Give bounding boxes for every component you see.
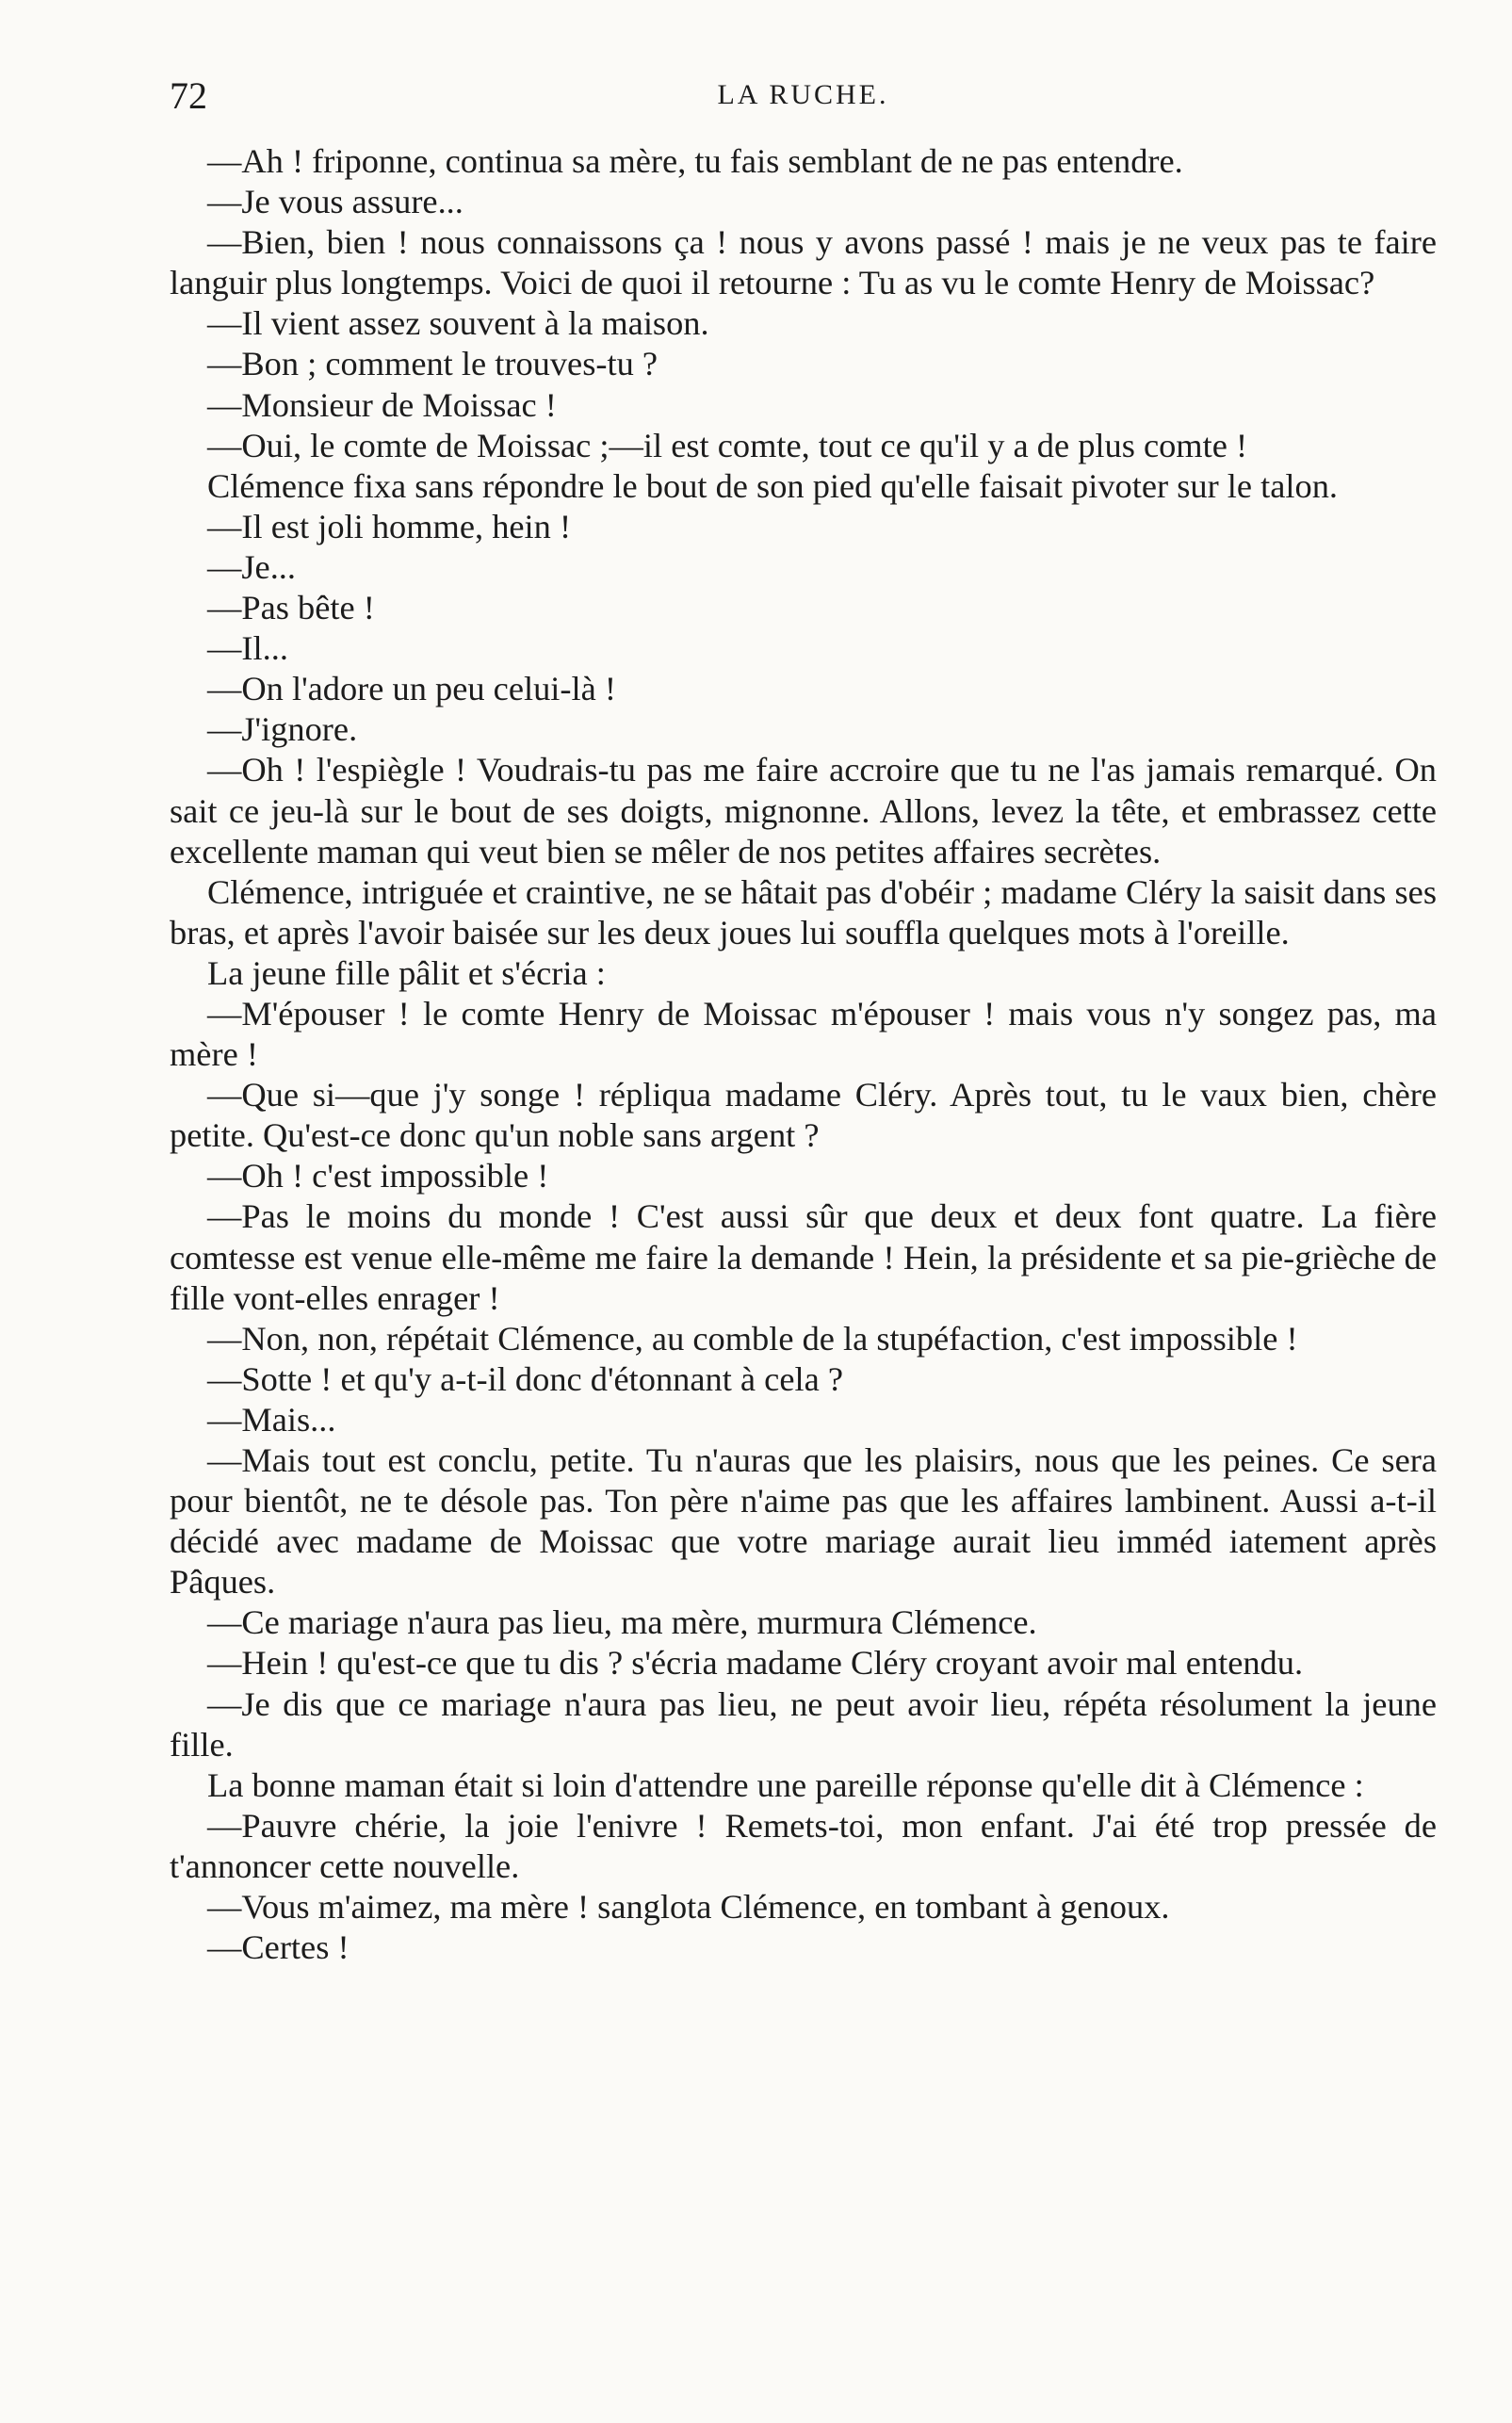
paragraph: —Pauvre chérie, la joie l'enivre ! Remets-toi, mon enfant. J'ai été trop pressée de t'annoncer cette nouvelle. (170, 1806, 1437, 1885)
body-text (170, 141, 1437, 1968)
paragraph: La jeune fille pâlit et s'écria : (207, 953, 606, 992)
running-title: LA RUCHE. (717, 79, 889, 110)
page-number: 72 (170, 74, 207, 117)
paragraph: Clémence, intriguée et craintive, ne se hâtait pas d'obéir ; madame Cléry la saisit dans ses bras, et après l'avoir baisée sur les deux joues lui souffla quelques mots à l'oreille. (170, 872, 1437, 951)
paragraph: La bonne maman était si loin d'attendre une pareille réponse qu'elle dit à Clémence : (207, 1765, 1364, 1804)
paragraph: —Mais... (207, 1400, 336, 1439)
paragraph: —Que si—que j'y songe ! répliqua madame Cléry. Après tout, tu le vaux bien, chère petite. Qu'est-ce donc qu'un noble sans argent ? (170, 1076, 1437, 1155)
paragraph: —Ah ! friponne, continua sa mère, tu fais semblant de ne pas entendre. (207, 142, 1183, 180)
paragraph: —Il... (207, 629, 288, 668)
paragraph: —Je... (207, 547, 296, 586)
paragraph: —Mais tout est conclu, petite. Tu n'auras que les plaisirs, nous que les peines. Ce sera pour bientôt, ne te désole pas. Ton père n'aime pas que les affaires lambinent. Aussi a-t-il décidé avec madame de Moissac que votre mariage aurait lieu imméd iatement après Pâques. (170, 1441, 1437, 1602)
paragraph: —Je vous assure... (207, 183, 463, 221)
paragraph: —Pas bête ! (207, 589, 375, 627)
paragraph: —Sotte ! et qu'y a-t-il donc d'étonnant à cela ? (207, 1359, 843, 1398)
paragraph: —Monsieur de Moissac ! (207, 385, 557, 424)
paragraph: —Vous m'aimez, ma mère ! sanglota Clémence, en tombant à genoux. (207, 1888, 1170, 1927)
paragraph: —Oh ! c'est impossible ! (207, 1157, 549, 1195)
paragraph: —J'ignore. (207, 710, 358, 749)
paragraph: —Ce mariage n'aura pas lieu, ma mère, murmura Clémence. (207, 1603, 1037, 1642)
paragraph: —Pas le moins du monde ! C'est aussi sûr que deux et deux font quatre. La fière comtesse est venue elle-même me faire la demande ! Hein, la présidente et sa pie-grièche de fille vont-elles enrager ! (170, 1197, 1437, 1317)
page-header (170, 73, 1437, 130)
paragraph: —Il est joli homme, hein ! (207, 507, 572, 545)
paragraph: —Bien, bien ! nous connaissons ça ! nous y avons passé ! mais je ne veux pas te faire languir plus longtemps. Voici de quoi il retourne : Tu as vu le comte Henry de Moissac? (170, 223, 1437, 302)
paragraph: —Il vient assez souvent à la maison. (207, 304, 709, 343)
paragraph: —Hein ! qu'est-ce que tu dis ? s'écria madame Cléry croyant avoir mal entendu. (207, 1644, 1304, 1683)
paragraph: —On l'adore un peu celui-là ! (207, 670, 616, 708)
paragraph: —Bon ; comment le trouves-tu ? (207, 345, 658, 383)
paragraph: —Je dis que ce mariage n'aura pas lieu, ne peut avoir lieu, répéta résolument la jeune fille. (170, 1684, 1437, 1764)
paragraph: —M'épouser ! le comte Henry de Moissac m'épouser ! mais vous n'y songez pas, ma mère ! (170, 994, 1437, 1074)
paragraph: —Oui, le comte de Moissac ;—il est comte, tout ce qu'il y a de plus comte ! (207, 426, 1248, 464)
paragraph: Clémence fixa sans répondre le bout de son pied qu'elle faisait pivoter sur le talon. (207, 466, 1339, 505)
paragraph: —Certes ! (207, 1928, 350, 1967)
paragraph: —Non, non, répétait Clémence, au comble de la stupéfaction, c'est impossible ! (207, 1319, 1298, 1358)
paragraph: —Oh ! l'espiègle ! Voudrais-tu pas me faire accroire que tu ne l'as jamais remarqué. On sait ce jeu-là sur le bout de ses doigts, mignonne. Allons, levez la tête, et embrassez cette excellente maman qui veut bien se mêler de nos petites affaires secrètes. (170, 751, 1437, 870)
